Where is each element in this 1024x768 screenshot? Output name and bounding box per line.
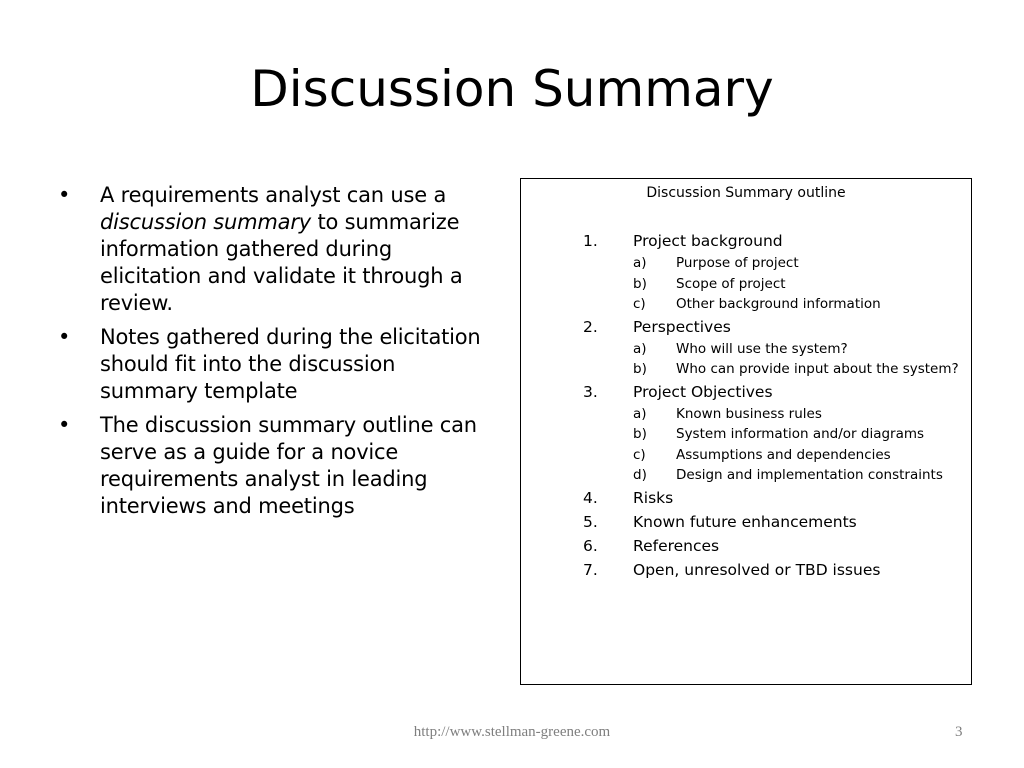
outline-subtext: Scope of project [676, 275, 786, 292]
outline-subitem [521, 253, 971, 274]
outline-number: 1. [583, 232, 598, 250]
bullet-text: A requirements analyst can use a [100, 183, 447, 207]
bullet-marker: • [58, 183, 71, 207]
outline-subtext: System information and/or diagrams [676, 426, 925, 442]
outline-item [521, 510, 971, 534]
bullet-list [58, 182, 498, 527]
bullet-item [58, 182, 498, 317]
footer-url: http://www.stellman-greene.com [413, 724, 611, 740]
outline-subtext: Who can provide input about the system? [676, 361, 959, 377]
outline-item [521, 380, 971, 404]
outline-subnumber: a) [633, 405, 647, 422]
outline-text: Project background [633, 232, 783, 250]
outline-subtext: Who will use the system? [676, 340, 848, 357]
bullet-text: The discussion summary outline can serve as a guide for a novice requirements analyst in leading interviews and meetings [100, 413, 477, 518]
outline-number: 3. [583, 382, 598, 401]
outline-subitem [521, 294, 971, 315]
outline-subtext: Known business rules [676, 405, 822, 422]
bullet-text: Notes gathered during the elicitation should fit into the discussion summary template [100, 325, 481, 403]
outline-subnumber: b) [633, 275, 647, 292]
outline-subitem [521, 359, 971, 380]
outline-text: Open, unresolved or TBD issues [633, 560, 881, 579]
outline-item [521, 534, 971, 558]
outline-number: 4. [583, 488, 598, 507]
outline-text: Project Objectives [633, 382, 773, 401]
outline-subnumber: b) [633, 361, 647, 377]
outline-subtext: Assumptions and dependencies [676, 446, 891, 463]
outline-subtext: Purpose of project [676, 255, 799, 271]
outline-item [521, 558, 971, 582]
outline-subnumber: a) [633, 340, 647, 357]
page-number: 3 [955, 724, 963, 740]
outline-subtext: Other background information [676, 296, 881, 312]
outline-number: 2. [583, 317, 598, 336]
outline-item [521, 486, 971, 510]
outline-text: Perspectives [633, 317, 731, 336]
outline-text: Known future enhancements [633, 512, 857, 531]
outline-number: 6. [583, 536, 598, 555]
slide-title: Discussion Summary [250, 60, 774, 118]
bullet-item [58, 412, 498, 520]
outline-text: References [633, 536, 720, 555]
outline-subitem [521, 404, 971, 425]
outline-subtext: Design and implementation constraints [676, 467, 943, 483]
outline-number: 5. [583, 512, 598, 531]
bullet-text: to summarize information gathered during elicitation and validate it through a review. [100, 210, 463, 315]
bullet-marker: • [58, 325, 71, 349]
outline-subnumber: c) [633, 296, 646, 312]
outline-subitem [521, 465, 971, 486]
outline-number: 7. [583, 560, 598, 579]
outline-text: Risks [633, 488, 674, 507]
outline-subitem [521, 424, 971, 445]
bullet-marker: • [58, 413, 71, 437]
outline-subitem [521, 445, 971, 466]
outline-subitem [521, 274, 971, 295]
outline-title: Discussion Summary outline [646, 185, 846, 201]
outline-subnumber: d) [633, 467, 647, 483]
outline-list [521, 229, 971, 582]
bullet-emphasis: discussion summary [100, 210, 312, 234]
outline-subnumber: b) [633, 426, 647, 442]
outline-subnumber: a) [633, 255, 647, 271]
bullet-item [58, 324, 498, 405]
outline-item [521, 315, 971, 339]
outline-item [521, 229, 971, 253]
outline-subitem [521, 339, 971, 360]
outline-box [520, 178, 972, 685]
outline-subnumber: c) [633, 446, 646, 463]
